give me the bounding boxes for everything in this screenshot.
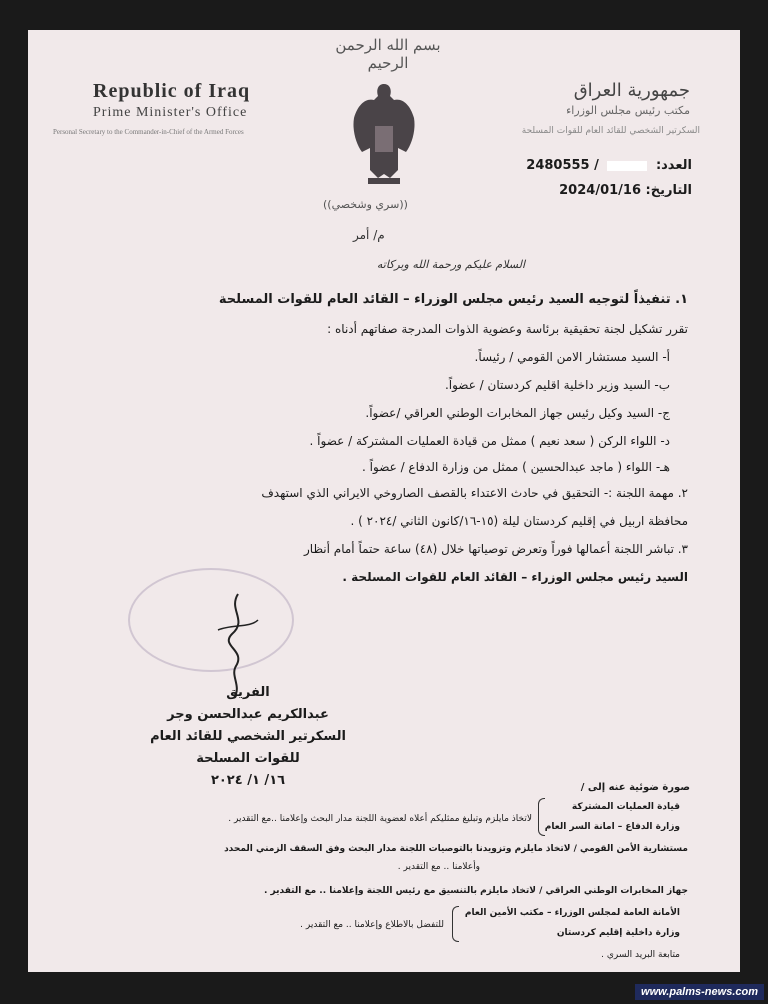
copies-label: صورة ضوئية عنه إلى / — [580, 782, 690, 793]
member-item: هـ- اللواء ( ماجد عبدالحسين ) ممثل من وزارة الدفاع / عضواً . — [362, 460, 670, 474]
order-reference: م/ أمر — [353, 228, 385, 242]
arabic-country-title: جمهورية العراق — [573, 80, 690, 101]
member-item: ب- السيد وزير داخلية اقليم كردستان / عضواً. — [444, 378, 670, 392]
paragraph-2-line-2: محافظة اربيل في إقليم كردستان ليلة (١٥-١٦/كانون الثاني /٢٠٢٤ ) . — [350, 514, 688, 528]
number-label: العدد: — [655, 158, 692, 173]
signatory-title-2: للقوات المسلحة — [196, 751, 300, 766]
date-value: 2024/01/16 — [559, 183, 641, 198]
brace-group-4 — [452, 906, 459, 942]
copy-recipient: وزارة الدفاع – امانة السر العام — [544, 822, 680, 832]
copy-recipient: الأمانة العامة لمجلس الوزراء – مكتب الأمين العام — [464, 908, 680, 918]
signatory-name: عبدالكريم عبدالحسن وجر — [167, 707, 329, 722]
copy-note: للتفضل بالاطلاع وإعلامنا .. مع التقدير . — [300, 920, 444, 930]
signatory-rank: الفريق — [226, 685, 270, 700]
copy-note: وأعلامنا .. مع التقدير . — [397, 862, 480, 872]
copy-recipient: قيادة العمليات المشتركة — [571, 802, 680, 812]
document-date-row — [559, 183, 692, 198]
member-item: ج- السيد وكيل رئيس جهاز المخابرات الوطني العراقي /عضواً. — [365, 406, 670, 420]
arabic-office-subtitle: مكتب رئيس مجلس الوزراء — [566, 104, 690, 117]
copy-recipient: مستشارية الأمن القومي / لاتخاذ مايلزم وتزويدنا بالتوصيات اللجنة مدار البحث وفق السقف الزمني المحدد — [224, 844, 688, 854]
paragraph-2-line-1: ٢. مهمة اللجنة :- التحقيق في حادث الاعتداء بالقصف الصاروخي الايراني الذي استهدف — [261, 486, 688, 500]
copy-recipient: جهاز المخابرات الوطني العراقي / لاتخاذ مايلزم بالتنسيق مع رئيس اللجنة وإعلامنا .. مع التقدير . — [263, 886, 688, 896]
copy-recipient: متابعة البريد السري . — [601, 950, 680, 960]
paragraph-3-line-1: ٣. تباشر اللجنة أعمالها فوراً وتعرض توصياتها خلال (٤٨) ساعة حتماً أمام أنظار — [304, 542, 688, 556]
basmala: بسم الله الرحمن الرحيم — [335, 36, 441, 72]
document-number-row — [526, 158, 692, 173]
greeting: السلام عليكم ورحمة الله وبركاته — [376, 258, 525, 271]
classification-label: ((سري وشخصي)) — [323, 198, 408, 211]
website-watermark: www.palms-news.com — [635, 984, 764, 1000]
english-country-title: Republic of Iraq — [93, 80, 251, 102]
member-item: أ- السيد مستشار الامن القومي / رئيساً. — [474, 350, 670, 364]
member-item: د- اللواء الركن ( سعد نعيم ) ممثل من قيادة العمليات المشتركة / عضواً . — [309, 434, 670, 448]
date-label: التاريخ: — [645, 183, 692, 198]
brace-group-1 — [538, 798, 545, 836]
redacted-block — [607, 161, 647, 171]
arabic-office-line: السكرتير الشخصي للقائد العام للقوات المسلحة — [521, 126, 700, 136]
paragraph-3-line-2: السيد رئيس مجلس الوزراء – القائد العام للقوات المسلحة . — [342, 570, 688, 584]
eagle-emblem-icon — [348, 78, 420, 198]
copy-note: لاتخاذ مايلزم وتبليغ ممثليكم أعلاه لعضوية اللجنة مدار البحث وإعلامنا ..مع التقدير . — [228, 814, 532, 824]
english-office-line: Personal Secretary to the Commander-in-Chief of the Armed Forces — [53, 128, 244, 136]
paragraph-1-line-2: تقرر تشكيل لجنة تحقيقية برئاسة وعضوية الذوات المدرجة صفاتهم أدناه : — [327, 322, 688, 336]
signature-date: ١٦/ ١/ ٢٠٢٤ — [210, 773, 286, 788]
copy-recipient: وزارة داخلية إقليم كردستان — [556, 928, 680, 938]
document-page — [28, 30, 740, 972]
signature-block — [143, 682, 353, 792]
paragraph-1-line-1: ١. تنفيذاً لتوجيه السيد رئيس مجلس الوزراء – القائد العام للقوات المسلحة — [218, 292, 688, 307]
english-office-subtitle: Prime Minister's Office — [93, 105, 248, 120]
number-value: 2480555 / — [526, 158, 599, 173]
signatory-title-1: السكرتير الشخصي للقائد العام — [150, 729, 346, 744]
